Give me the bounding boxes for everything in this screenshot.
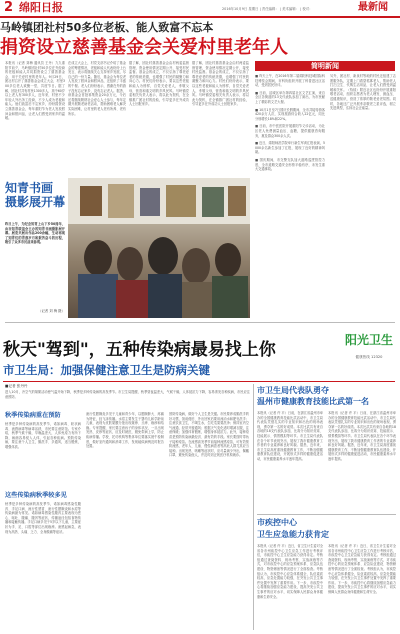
side1-body-b: 本报讯（记者 许 平）日前，在浙江省温州市举办的全国健康教育技能比武活动中，市卫生局代表队凭借扎实的专业知识和出色的现场表现，勇夺第一名的好成绩。本次比武共有来自各地的18支代表队参加，比赛分为知识竞赛、技能展示、情景模拟等环节。市卫生局代表队在各个环节表现突出，展现了我市健康教育工作者的专业素养和良好风貌。据悉，近年来，市卫生局高度重视健康教育工作，不断加强健康教育队伍建设，开展形式多样的健康促进活动，市民健康素养水平逐年提高。 (328, 411, 396, 461)
health-headline: 秋天"驾到"，五种传染病最易找上你 (3, 340, 276, 360)
section2-body: 秋季是多种传染病的高发季节，诺如病毒感染性腹泻、手足口病、流行性感冒、流行性腮腺炎和水痘等传染病最为常见。诺如病毒感染性腹泻主要表现为恶心、呕吐、腹痛、腹泻等症状，传播途径包括食物传播和接触传播。手足口病多见于5岁以下儿童，主要症状为手、足、口腔等部位出现疱疹。流感起病急，表现为高热、头痛、乏力、全身酸痛等症状。 (5, 502, 81, 534)
health-col3: 预防传染病，做好个人卫生是关键。市民要养成勤洗手的好习惯，饭前便后、外出回家后要用流动水和肥皂洗手；注意饮食卫生，不喝生水，生吃瓜果要洗净；保持室内空气流通，经常开窗通风；根据天气变化适时增减衣服，注意保暖；加强体育锻炼，增强身体抵抗力。此外，接种疫苗是预防传染病最经济、最有效的手段。家长要按时带孩子接种疫苗。在流感高发季节前接种流感疫苗，可有效预防流感，老年人、儿童、慢性病患者等高危人群尤其应当接种。出现发热、咳嗽等症状时，应尽量减少外出，佩戴口罩，避免传染他人，并及时到正规医疗机构就诊。 (169, 412, 249, 458)
photo-caption: 昨日上午，为纪念知青上山下乡50周年，由市知青联谊会主办的知青书画摄影展开幕。展览共展出作品200余幅，生动再现了知青们的青春岁月和艰苦奋斗的历程，吸引了众多市民前来参观。 (5, 222, 65, 245)
photo-title-line1: 知青书画 (5, 181, 54, 195)
section2-title: 这些传染病秋季较多见 (5, 492, 67, 499)
lead-body-col3: 据了解，团社村慈善基金会由村两委监督管理，资金使用情况定期公开，接受村民监督。基金会的成立，不仅弘扬了尊老爱老的传统美德，也增强了村民的凝聚力和向心力。村民们纷纷表示，要以这些老板和能人为榜样，自觉关爱老人，孝敬父母，营造和谐文明的乡风民风。马岭镇党委相关负责人表示，将以此为契机，在全镇推广团社村的经验，引导更多在外成功人士回报家乡。 (129, 61, 189, 107)
brief-item: ■ 日前，市中医医院开展重阳节义诊活动，为社区老人免费测量血压、血糖，提供健康咨询服务，惠及群众300余人次。 (255, 124, 325, 138)
paper-name: 绵阳日报 (19, 1, 63, 14)
side1-headline-1: 市卫生局代表队勇夺 (257, 386, 329, 395)
brief-item: ■ 近日，绵阳师范学院举行新生军训汇报表演，5000余名新生参加了汇报，展现了良好的精神风貌。 (255, 141, 325, 155)
photo-divider (5, 322, 395, 323)
health-tag (340, 333, 398, 369)
health-lead: 进入10月，冷空气的频繁活动使气温开始下降，秋季是多种传染病的高发季节。市卫生局提醒，秋季昼夜温差大，气候干燥，人体抵抗力下降，容易诱发各种疾病，市民应注意预防。 (5, 390, 250, 399)
lead-body-col1: 本报讯（记者 刘梅 通讯员 王丹）九九重阳节前夕，马岭镇团社村50多位在外经商的老板和能人共同捐资设立了慈善基金会，用于关爱村里的老年人。9月29日，团社村召开了慈善基金会成立大会，村里300多位老人欢聚一堂，共度节日。据了解，团社村共有村民1300多人，其中60岁以上老人有300多人，近年来，村里不少年轻人外出务工经商，不少人成为老板和能人。他们致富后不忘家乡，纷纷捐资设立慈善基金会，每年重阳节为老人发放慰问金和慰问品，让老人们感受到家乡的温暖。 (5, 61, 65, 121)
brief-item: ■ 国庆期间，市交警支队加大道路巡逻管控力度，全市道路交通安全形势平稳有序，未发生重大交通事故。 (255, 157, 325, 172)
exhibition-photo-art (68, 178, 250, 318)
section1-body: 秋季是多种传染病的高发季节，诺如病毒、轮状病毒、流感病毒等病毒活跃，市民要注意防范。专家介绍，秋季气候干燥，早晚温差大，人体免疫力有所下降，病菌容易侵入人体，引起各种疾病。预防传染病，要注意个人卫生，勤洗手、多通风，适当锻炼，增强体质。 (5, 422, 81, 449)
health-col2: 流行性腮腺炎多见于儿童和青少年，以腮腺肿大、疼痛为特征，经飞沫传播。水痘主要发生于婴幼儿和学龄前儿童，表现为皮肤黏膜分批出现斑疹、丘疹、疱疹和结痂。专家提醒，家长要注意孩子的身体状况，一旦出现发热、皮疹等症状，应及时就医，避免带病上学，防止疾病传播。学校、托幼机构等集体单位要落实晨午检制度，做好室内通风和消毒工作，发现疑似病例及时报告处置。 (86, 412, 164, 449)
health-tag-sub: 健康热线 12320 (355, 355, 383, 359)
side2-headline-1: 市疾控中心 (257, 518, 297, 527)
side1-body-a: 本报讯（记者 许 平）日前，在浙江省温州市举办的全国健康教育技能比武活动中，市卫生局代表队凭借扎实的专业知识和出色的现场表现，勇夺第一名的好成绩。本次比武共有来自各地的18支代表队参加，比赛分为知识竞赛、技能展示、情景模拟等环节。市卫生局代表队在各个环节表现突出，展现了我市健康教育工作者的专业素养和良好风貌。据悉，近年来，市卫生局高度重视健康教育工作，不断加强健康教育队伍建设，开展形式多样的健康促进活动，市民健康素养水平逐年提高。 (257, 411, 323, 461)
side1-headline-2: 温州市健康教育技能比武第一名 (257, 397, 369, 406)
lead-body-col2: 在成立大会上，村党支部书记介绍了基金会的筹建情况，老板和能人代表纷纷上台发言，表示将继续关心支持家乡发展，尽自己的一份力量。随后，基金会为每位老人发放了慰问金和慰问品，还组织了丰盛的午餐。老人们纷纷表示，感谢在外的游子没有忘记家乡，没有忘记老人。据悉，该基金会首批募集资金20余万元，今后还将继续吸纳社会爱心人士参与，每年定期开展敬老助老活动，帮助困难老人解决实际困难，让村里的老人老有所养、老有所乐。 (68, 61, 126, 116)
health-rule (3, 381, 395, 382)
section1-title: 秋季传染病重在预防 (5, 412, 61, 419)
health-tag-title: 阳光卫生 (344, 333, 393, 347)
side2-body-b: 本报讯（记者 许 平）近日，省卫生计生委对全省各市州疾控中心卫生应急工作进行考核评估，市疾控中心卫生应急能力获得肯定。考核组通过查阅资料、现场考察、实战演练等方式，对市疾控中心的应急预案体系、应急队伍建设、物资储备等情况进行了全面检查。考核组认为，市疾控中心应急体系健全，队伍素质较高，应急处置能力较强，在突发公共卫生事件处置中发挥了重要作用。下一步，市疾控中心将继续加强应急能力建设，提高突发公共卫生事件的应对水平，切实保障人民群众身体健康和生命安全。 (328, 544, 396, 594)
date-line: 2016年10月9日 星期日 | 责任编辑： | 美术编辑： | 校对： (222, 7, 313, 11)
photo-title-line2: 摄影展开幕 (5, 195, 66, 209)
brief-news-banner (255, 61, 395, 71)
page-number: 2 (4, 0, 14, 15)
lead-body-col4: 据了解，团社村慈善基金会由村两委监督管理，资金使用情况定期公开，接受村民监督。基金会的成立，不仅弘扬了尊老爱老的传统美德，也增强了村民的凝聚力和向心力。村民们纷纷表示，要以这些老板和能人为榜样，自觉关爱老人，孝敬父母，营造和谐文明的乡风民风。马岭镇党委相关负责人表示，将以此为契机，在全镇推广团社村的经验，引导更多在外成功人士回报家乡。 (192, 61, 249, 107)
side2-headline-2: 卫生应急能力获肯定 (257, 530, 329, 539)
brief-news-right-col: 另外，团社村、新泉村等地的村民还组建了志愿服务队，定期上门看望孤寡老人，帮助老人打扫卫生、代购生活用品，让老人们感受到温暖和关怀。（待续）附近社区也纷纷开展重阳敬老活动，组织志愿者为老人理发、测血压、送健康知识，营造了浓厚的敬老爱老氛围。同时，各地还广泛开展孝亲敬老之星评选，树立先进典型，弘扬社会正能量。 (330, 74, 396, 111)
brief-item: ■ 日前，涪城区举办第四届社区文艺汇演，来自全区各街道的13支代表队参加了演出，为市民献上了精彩的文艺大餐。 (255, 90, 325, 104)
photo-title-box (5, 181, 65, 219)
health-subheadline: 市卫生局：加强保健注意卫生是防病关键 (3, 363, 210, 377)
lead-kicker: 马岭镇团社村50多位老板、能人致富不忘本 (0, 21, 214, 34)
side2-body-a: 本报讯（记者 许 平）近日，省卫生计生委对全省各市州疾控中心卫生应急工作进行考核评估，市疾控中心卫生应急能力获得肯定。考核组通过查阅资料、现场考察、实战演练等方式，对市疾控中心的应急预案体系、应急队伍建设、物资储备等情况进行了全面检查。考核组认为，市疾控中心应急体系健全，队伍素质较高，应急处置能力较强，在突发公共卫生事件处置中发挥了重要作用。下一步，市疾控中心将继续加强应急能力建设，提高突发公共卫生事件的应对水平，切实保障人民群众身体健康和生命安全。 (257, 544, 323, 599)
side-story-divider (257, 514, 396, 515)
masthead-rule (0, 16, 400, 18)
lead-headline: 捐资设立慈善基金会关爱村里老年人 (0, 37, 288, 58)
exhibition-photo (68, 178, 250, 318)
brief-item: ■ 10月1日至7日国庆长假期间，全市共接待游客420余万人次，实现旅游综合收入22亿元，同比分别增长18%和22%。 (255, 107, 325, 121)
brief-news-heading: 简明新闻 (293, 61, 357, 71)
brief-news-list (255, 74, 325, 320)
side-divider (253, 384, 254, 630)
photo-credit: （记者 刘 梅 摄） (38, 309, 65, 313)
masthead (0, 0, 400, 16)
section-label: 最新闻 (358, 2, 388, 13)
health-byline: ■记者 张丹丹 (5, 384, 28, 388)
brief-item: ■ 昨天上午，在2016年第二届绵阳科技城国际科技博览会期间，市科协组织开展了科普进社区活动，受到居民好评。 (255, 74, 325, 88)
